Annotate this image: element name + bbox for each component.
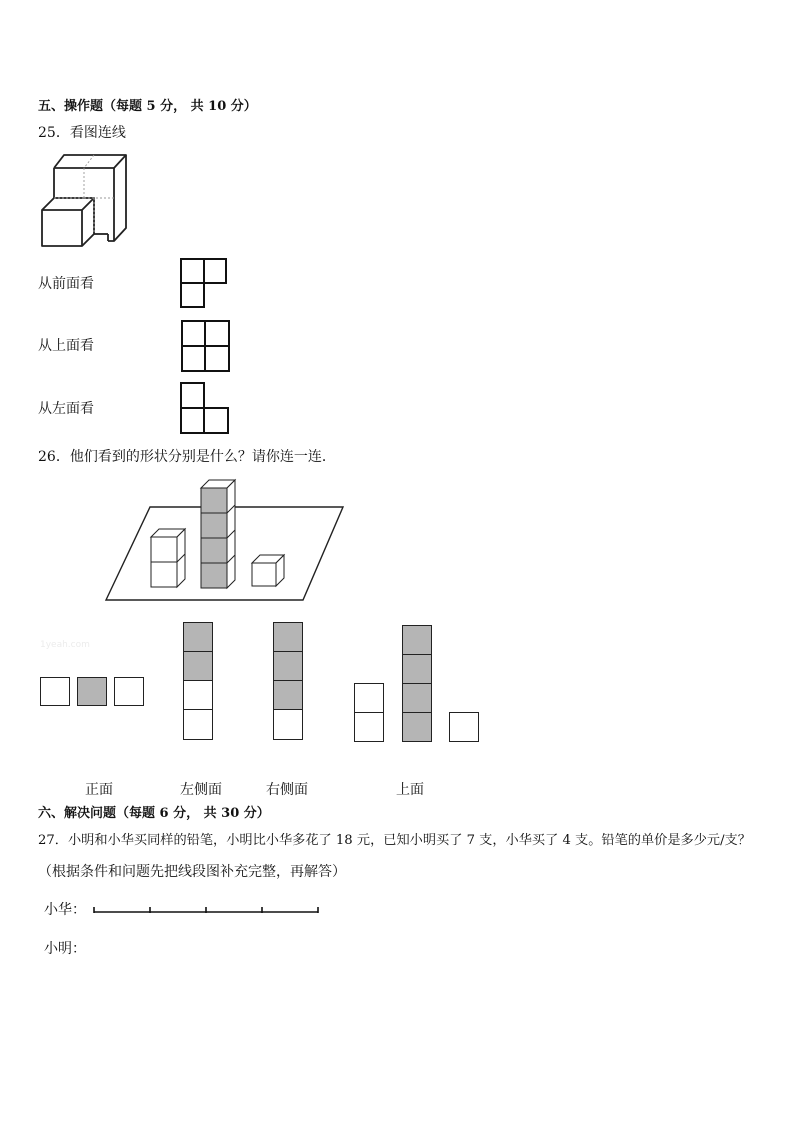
question-25-title: 25．看图连线 xyxy=(38,125,126,141)
option-3-square-2 xyxy=(273,651,303,681)
view-label-left: 从左面看 xyxy=(38,401,94,417)
option-4-square-1 xyxy=(354,683,384,713)
option-1-square-3 xyxy=(114,677,144,706)
label-front: 正面 xyxy=(85,782,113,798)
option-4-square-4 xyxy=(402,654,432,684)
option-2-square-1 xyxy=(183,622,213,652)
xiaoming-label: 小明： xyxy=(44,941,86,957)
option-4-square-2 xyxy=(354,712,384,742)
option-3-square-4 xyxy=(273,709,303,740)
q25-view-grid-3 xyxy=(178,381,230,435)
q25-cube-figure xyxy=(38,150,138,250)
q26-cube-scene xyxy=(100,475,360,605)
q25-view-grid-1 xyxy=(178,257,228,309)
xiaohua-segment-line xyxy=(92,904,322,918)
option-2-square-3 xyxy=(183,680,213,710)
option-1-square-2 xyxy=(77,677,107,706)
section-5-heading: 五、操作题（每题 5 分， 共 10 分） xyxy=(38,99,257,114)
label-right-side: 右侧面 xyxy=(266,782,308,798)
view-label-front: 从前面看 xyxy=(38,276,94,292)
question-26-title: 26．他们看到的形状分别是什么？请你连一连． xyxy=(38,449,336,465)
option-2-square-4 xyxy=(183,709,213,740)
question-27-note: （根据条件和问题先把线段图补充完整，再解答） xyxy=(38,864,346,880)
section-6-heading: 六、解决问题（每题 6 分， 共 30 分） xyxy=(38,806,270,821)
view-label-top: 从上面看 xyxy=(38,338,94,354)
option-4-square-5 xyxy=(402,683,432,713)
label-left-side: 左侧面 xyxy=(180,782,222,798)
option-1-square-1 xyxy=(40,677,70,706)
xiaohua-label: 小华： xyxy=(44,902,86,918)
option-3-square-1 xyxy=(273,622,303,652)
option-4-square-7 xyxy=(449,712,479,742)
option-3-square-3 xyxy=(273,680,303,710)
option-4-square-6 xyxy=(402,712,432,742)
option-4-square-3 xyxy=(402,625,432,655)
watermark-text: 1yeah.com xyxy=(40,640,90,650)
q25-view-grid-2 xyxy=(179,319,231,373)
question-27-text: 27．小明和小华买同样的铅笔，小明比小华多花了 18 元，已知小明买了 7 支，小华买了 4 支。铅笔的单价是多少元/支？ xyxy=(38,833,751,848)
option-2-square-2 xyxy=(183,651,213,681)
label-top: 上面 xyxy=(396,782,424,798)
